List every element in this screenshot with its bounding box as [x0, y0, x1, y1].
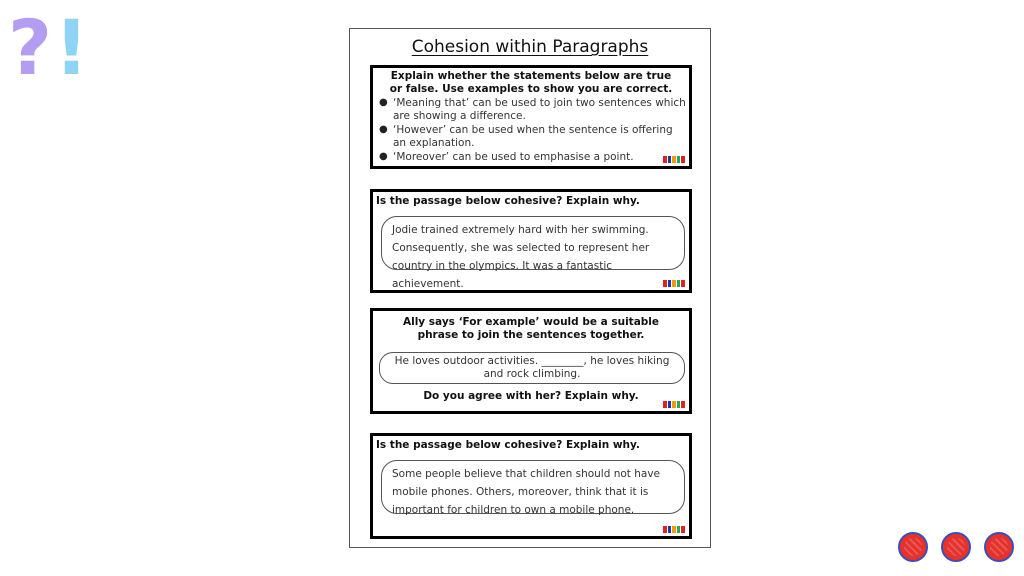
question-exclamation-logo [8, 3, 85, 92]
slide-navigation [898, 532, 1014, 562]
question-card-cohesion-1 [370, 189, 692, 293]
worksheet [349, 28, 711, 548]
list-item: ● ‘Meaning that’ can be used to join two sentences which are showing a difference. [379, 97, 686, 122]
bullet-icon: ● [379, 151, 388, 162]
question-card-cohesion-2 [370, 433, 692, 539]
worksheet-title: Cohesion within Paragraphs [411, 37, 649, 57]
statement-list [373, 97, 689, 164]
question-card-for-example [370, 308, 692, 414]
card-heading: Ally says ‘For example’ would be a suitable phrase to join the sentences together. [402, 316, 660, 341]
question-mark-icon: ? [8, 3, 49, 92]
passage-box: Jodie trained extremely hard with her swimming. Consequently, she was selected to represent her country in the olympics. It was a fantastic achievement. [381, 216, 685, 270]
fill-in-sentence-box: He loves outdoor activities. ________, he loves hiking and rock climbing. [379, 352, 685, 384]
exclamation-icon: ! [54, 3, 85, 92]
passage-box: Some people believe that children should not have mobile phones. Others, moreover, think that it is important for children to own a mobile phone. [381, 460, 685, 514]
publisher-logo-icon [663, 156, 685, 163]
list-item: ● ‘However’ can be used when the sentence is offering an explanation. [379, 124, 673, 149]
question-card-true-false [370, 65, 692, 169]
nav-dot-3[interactable] [984, 532, 1014, 562]
card-question: Do you agree with her? Explain why. [423, 390, 639, 402]
bullet-icon: ● [379, 124, 388, 135]
list-item: ● ‘Moreover’ can be used to emphasise a point. [379, 151, 634, 163]
nav-dot-2[interactable] [941, 532, 971, 562]
card-heading: Is the passage below cohesive? Explain why. [376, 439, 640, 451]
publisher-logo-icon [663, 526, 685, 533]
bullet-icon: ● [379, 97, 388, 108]
publisher-logo-icon [663, 401, 685, 408]
nav-dot-1[interactable] [898, 532, 928, 562]
card-heading: Explain whether the statements below are true or false. Use examples to show you are correct. [389, 70, 673, 95]
publisher-logo-icon [663, 280, 685, 287]
card-heading: Is the passage below cohesive? Explain why. [376, 195, 640, 207]
